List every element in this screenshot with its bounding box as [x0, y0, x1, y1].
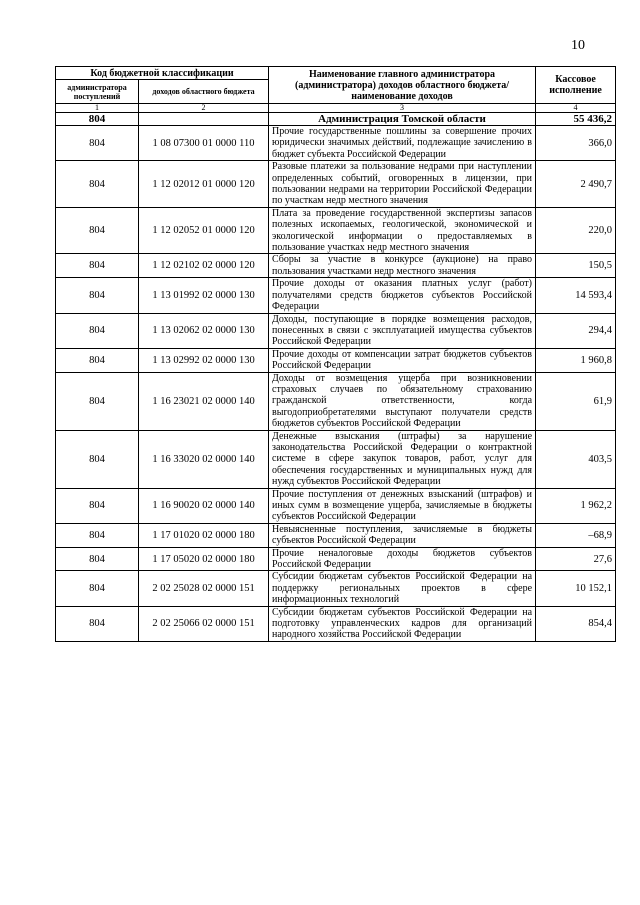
- amount-cell: 366,0: [536, 126, 616, 161]
- amount-cell: 220,0: [536, 207, 616, 254]
- admin-code-cell: 804: [56, 430, 139, 488]
- income-name-cell: Сборы за участие в конкурсе (аукционе) на право пользования участками недр местного значения: [269, 254, 536, 278]
- column-number: 2: [139, 104, 269, 113]
- income-name-cell: Денежные взыскания (штрафы) за нарушение законодательства Российской Федерации о контрактной системе в сфере закупок товаров, работ, услуг для обеспечения государственных и муниципальных нужд для нужд субъектов Российской Федерации: [269, 430, 536, 488]
- table-row: [56, 313, 616, 348]
- admin-code-cell: 804: [56, 571, 139, 606]
- income-code-cell: 1 17 05020 02 0000 180: [139, 547, 269, 571]
- income-code-cell: 2 02 25066 02 0000 151: [139, 606, 269, 641]
- summary-admin-code: 804: [56, 113, 139, 126]
- income-code-cell: 1 13 01992 02 0000 130: [139, 278, 269, 313]
- column-number: 3: [269, 104, 536, 113]
- income-name-cell: Прочие доходы от оказания платных услуг (работ) получателями средств бюджетов субъектов Российской Федерации: [269, 278, 536, 313]
- admin-code-cell: 804: [56, 372, 139, 430]
- income-code-cell: 1 08 07300 01 0000 110: [139, 126, 269, 161]
- amount-cell: 150,5: [536, 254, 616, 278]
- income-name-cell: Субсидии бюджетам субъектов Российской Федерации на подготовку управленческих кадров для организаций народного хозяйства Российской Федерации: [269, 606, 536, 641]
- column-number-row: [56, 104, 616, 113]
- amount-cell: 10 152,1: [536, 571, 616, 606]
- column-number: 4: [536, 104, 616, 113]
- admin-code-cell: 804: [56, 547, 139, 571]
- table-row: [56, 488, 616, 523]
- table-row: [56, 126, 616, 161]
- income-code-cell: 1 12 02052 01 0000 120: [139, 207, 269, 254]
- amount-cell: –68,9: [536, 523, 616, 547]
- table-row: [56, 207, 616, 254]
- table-row: [56, 161, 616, 208]
- income-name-cell: Невыясненные поступления, зачисляемые в бюджеты субъектов Российской Федерации: [269, 523, 536, 547]
- income-name-cell: Прочие неналоговые доходы бюджетов субъектов Российской Федерации: [269, 547, 536, 571]
- amount-cell: 1 962,2: [536, 488, 616, 523]
- amount-cell: 2 490,7: [536, 161, 616, 208]
- income-name-cell: Доходы от возмещения ущерба при возникновении страховых случаев по обязательному страхованию гражданской ответственности, когда выгодоприобретателями выступают получатели средств бюджетов субъектов Российской Федерации: [269, 372, 536, 430]
- admin-code-cell: 804: [56, 348, 139, 372]
- amount-cell: 14 593,4: [536, 278, 616, 313]
- income-code-cell: 2 02 25028 02 0000 151: [139, 571, 269, 606]
- admin-code-cell: 804: [56, 254, 139, 278]
- income-code-cell: 1 17 01020 02 0000 180: [139, 523, 269, 547]
- income-name-cell: Прочие государственные пошлины за совершение прочих юридически значимых действий, подлежащие зачислению в бюджет субъекта Российской Федерации: [269, 126, 536, 161]
- income-code-cell: 1 12 02102 02 0000 120: [139, 254, 269, 278]
- income-name-cell: Субсидии бюджетам субъектов Российской Федерации на поддержку региональных проектов в сфере информационных технологий: [269, 571, 536, 606]
- amount-cell: 294,4: [536, 313, 616, 348]
- admin-code-cell: 804: [56, 126, 139, 161]
- name-column-header: Наименование главного администратора (администратора) доходов областного бюджета/ наименование доходов: [269, 67, 536, 104]
- table-row: [56, 254, 616, 278]
- amount-cell: 854,4: [536, 606, 616, 641]
- column-number: 1: [56, 104, 139, 113]
- income-code-column-header: доходов областного бюджета: [139, 80, 269, 104]
- budget-revenue-table: [55, 66, 616, 642]
- table-row: [56, 430, 616, 488]
- table-row: [56, 571, 616, 606]
- income-name-cell: Доходы, поступающие в порядке возмещения расходов, понесенных в связи с эксплуатацией имущества субъектов Российской Федерации: [269, 313, 536, 348]
- income-code-cell: 1 13 02062 02 0000 130: [139, 313, 269, 348]
- admin-code-cell: 804: [56, 313, 139, 348]
- amount-cell: 403,5: [536, 430, 616, 488]
- admin-column-header: администратора поступлений: [56, 80, 139, 104]
- table-row: [56, 278, 616, 313]
- income-code-cell: 1 16 90020 02 0000 140: [139, 488, 269, 523]
- summary-amount: 55 436,2: [536, 113, 616, 126]
- income-name-cell: Прочие доходы от компенсации затрат бюджетов субъектов Российской Федерации: [269, 348, 536, 372]
- amount-cell: 1 960,8: [536, 348, 616, 372]
- income-code-cell: 1 13 02992 02 0000 130: [139, 348, 269, 372]
- table-row: [56, 523, 616, 547]
- page-number: 10: [571, 38, 585, 53]
- income-rows: [56, 126, 616, 642]
- budget-code-group-header: Код бюджетной классификации: [56, 67, 269, 80]
- admin-code-cell: 804: [56, 488, 139, 523]
- table-row: [56, 606, 616, 641]
- admin-code-cell: 804: [56, 207, 139, 254]
- admin-code-cell: 804: [56, 278, 139, 313]
- income-code-cell: 1 16 23021 02 0000 140: [139, 372, 269, 430]
- administrator-summary-row: [56, 113, 616, 126]
- table-row: [56, 372, 616, 430]
- income-name-cell: Прочие поступления от денежных взысканий (штрафов) и иных сумм в возмещение ущерба, зачисляемые в бюджеты субъектов Российской Федерации: [269, 488, 536, 523]
- income-name-cell: Плата за проведение государственной экспертизы запасов полезных ископаемых, геологической, экономической и экологической информации о предоставляемых в пользование участках недр местного значения: [269, 207, 536, 254]
- summary-admin-name: Администрация Томской области: [269, 113, 536, 126]
- admin-code-cell: 804: [56, 606, 139, 641]
- table-row: [56, 348, 616, 372]
- amount-cell: 61,9: [536, 372, 616, 430]
- amount-cell: 27,6: [536, 547, 616, 571]
- admin-code-cell: 804: [56, 161, 139, 208]
- table-row: [56, 547, 616, 571]
- income-code-cell: 1 16 33020 02 0000 140: [139, 430, 269, 488]
- summary-empty-cell: [139, 113, 269, 126]
- income-code-cell: 1 12 02012 01 0000 120: [139, 161, 269, 208]
- income-name-cell: Разовые платежи за пользование недрами при наступлении определенных событий, оговоренных в лицензии, при пользовании недрами на территории Российской Федерации по участкам недр местного значения: [269, 161, 536, 208]
- admin-code-cell: 804: [56, 523, 139, 547]
- amount-column-header: Кассовое исполнение: [536, 67, 616, 104]
